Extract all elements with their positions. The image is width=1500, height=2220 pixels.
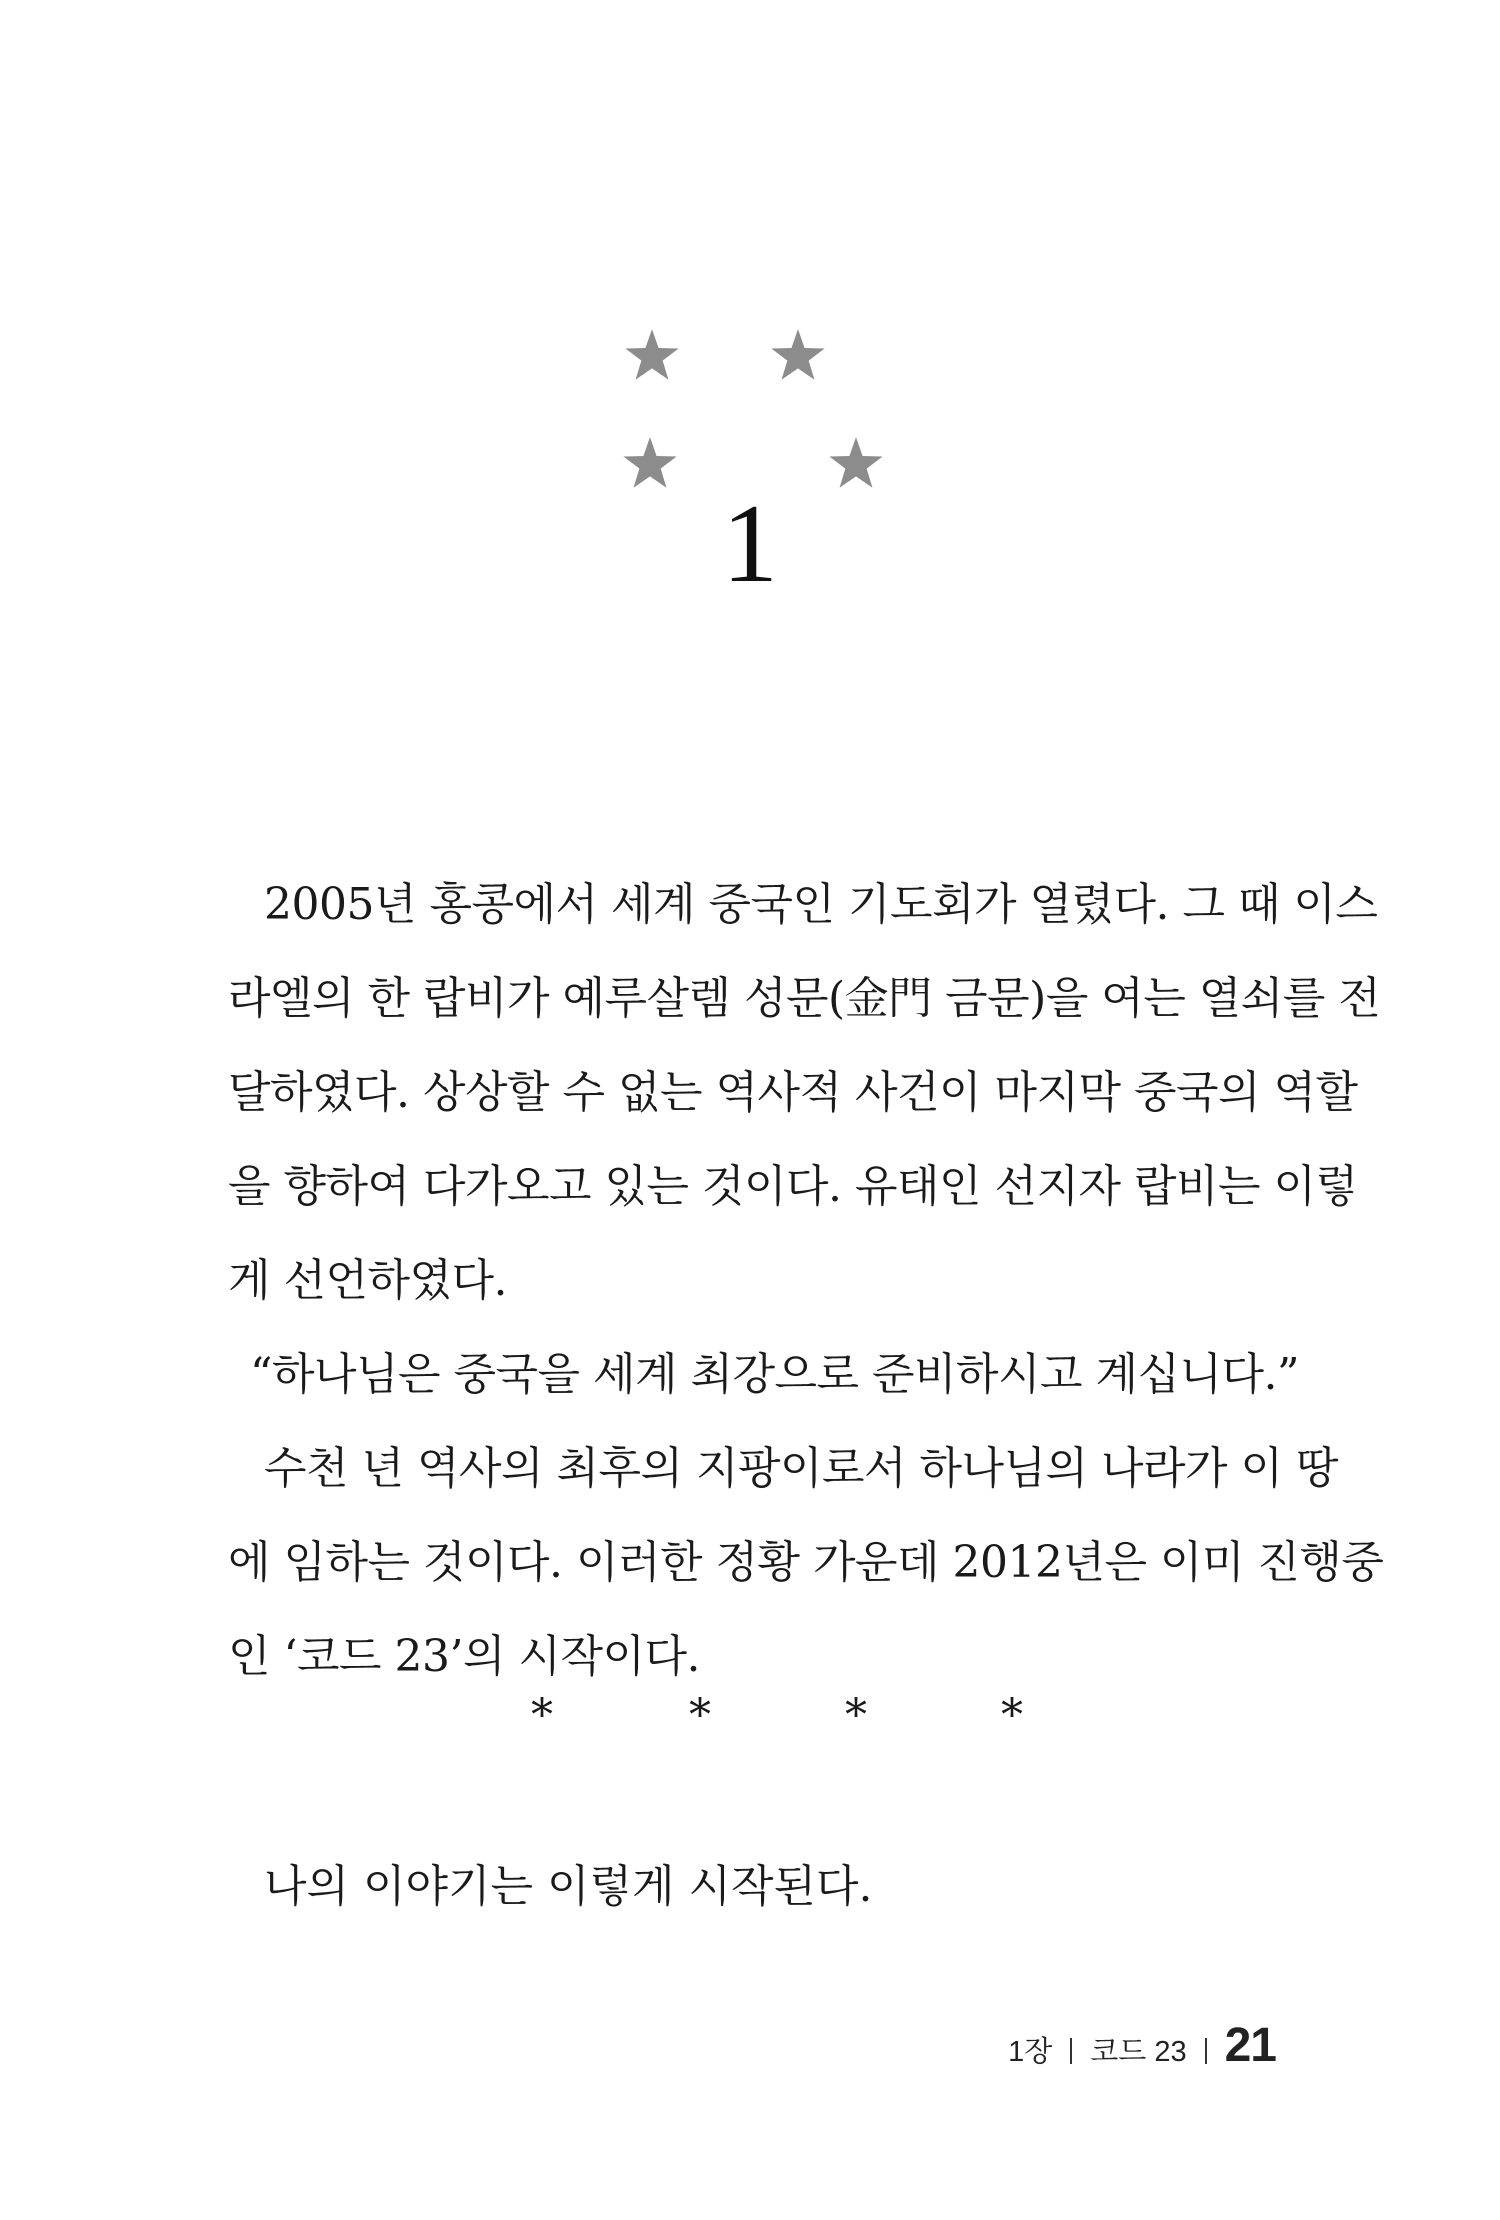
- chapter-ornament: [0, 0, 1500, 520]
- text-line: 에 임하는 것이다. 이러한 정황 가운데 2012년은 이미 진행중: [228, 1537, 1384, 1588]
- separator-asterisk: *: [1001, 1690, 1023, 1741]
- star-icon: [770, 328, 826, 384]
- text-line: 라엘의 한 랍비가 예루살렘 성문(金門 금문)을 여는 열쇠를 전: [228, 973, 1381, 1024]
- page-number: 21: [1224, 2019, 1276, 2072]
- closing-sentence: 나의 이야기는 이렇게 시작된다.: [264, 1861, 873, 1912]
- star-icon: [624, 328, 680, 384]
- chapter-number: 1: [722, 482, 778, 606]
- section-separator: [0, 1690, 1500, 1750]
- text-line: 인 ‘코드 23’의 시작이다.: [228, 1631, 700, 1682]
- text-line: 게 선언하였다.: [228, 1255, 507, 1306]
- text-line: 을 향하여 다가오고 있는 것이다. 유태인 선지자 랍비는 이렇: [228, 1161, 1358, 1212]
- separator-asterisk: *: [531, 1690, 553, 1741]
- footer-chapter-label: 1장: [1008, 2036, 1053, 2068]
- footer-section-title: 코드 23: [1090, 2036, 1187, 2068]
- separator-asterisk: *: [689, 1690, 711, 1741]
- quote-line: “하나님은 중국을 세계 최강으로 준비하시고 계십니다.”: [250, 1349, 1299, 1400]
- text-line: 수천 년 역사의 최후의 지팡이로서 하나님의 나라가 이 땅: [264, 1443, 1338, 1494]
- text-line: 2005년 홍콩에서 세계 중국인 기도회가 열렸다. 그 때 이스: [264, 879, 1378, 930]
- page-footer: [1008, 2018, 1276, 2073]
- separator-asterisk: *: [845, 1690, 867, 1741]
- footer-divider: [1070, 2038, 1072, 2064]
- footer-divider: [1205, 2038, 1207, 2064]
- star-icon: [828, 436, 884, 492]
- text-line: 달하였다. 상상할 수 없는 역사적 사건이 마지막 중국의 역할: [228, 1067, 1358, 1118]
- body-text: [228, 858, 1384, 1704]
- star-icon: [622, 436, 678, 492]
